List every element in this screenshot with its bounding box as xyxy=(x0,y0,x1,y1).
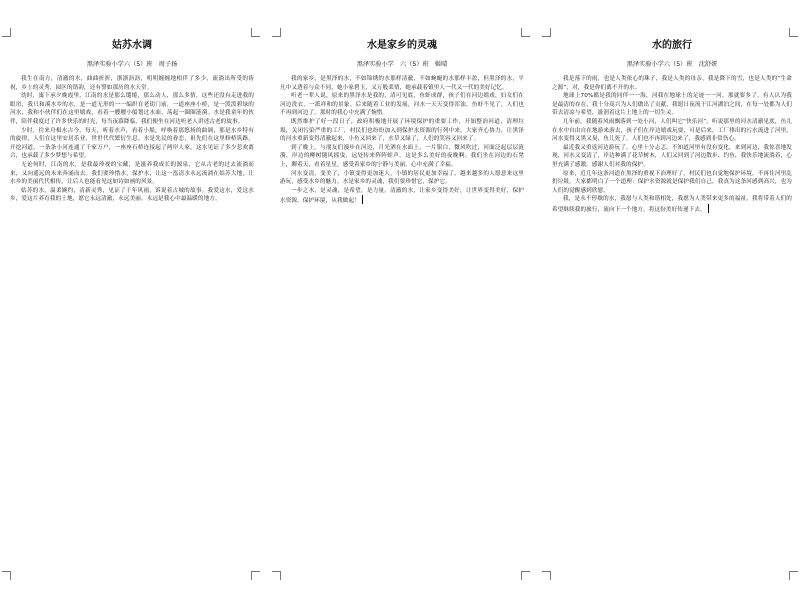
essay-byline: 黑泽实验小学六（5）班 周子扬 xyxy=(86,61,178,68)
document-page-3 xyxy=(540,0,800,600)
essay-byline: 黑泽实验小学六（5）班 沈舒妍 xyxy=(626,61,718,68)
essay-title: 水是家乡的灵魂 xyxy=(367,40,437,51)
essay-paragraph: 我是落下的雨，也是人类依心的珠子，我是人类的母亲，我是降下的雪，也是人类的“生命之源”，对，我是你们离不开的水。 xyxy=(552,76,792,91)
document-page-2 xyxy=(270,0,532,600)
essay-paragraph: 原来，近几年这条河道在黑泽的重视下治理好了，村民们也自觉地保护环境，不再往河里乱扔垃圾，大家都明白了一个道理：保护水资源就是保护我们自己，我真为这条河感到高兴，也为人们的觉醒感到欣慰。 xyxy=(552,170,792,194)
document-page-1 xyxy=(0,0,262,600)
crop-mark xyxy=(542,28,551,37)
crop-mark xyxy=(272,571,281,580)
essay-paragraph xyxy=(552,195,792,214)
essay-paragraph: 我生在南方，清澈的水，曲曲折折，浙浙沥沥，明明缠缠地相伴了多少，流淌出所受的祷祝，乡土的灵秀，园区的谐韵，还有譬如那历的水天堂。 xyxy=(10,76,254,91)
crop-mark xyxy=(521,28,530,37)
essay-paragraph: 到了晚上，与朋友们漫步在河边，月光洒在水面上，一片银白，微风吹过，河面泛起层层涟漪，岸边的柳树随风摇曳，远处传来阵阵蛙声，这是多么美好的夜晚啊。我们坐在河边的石凳上，聊着天，看着星星，感受着家乡的宁静与美丽，心中充满了幸福。 xyxy=(280,144,524,168)
crop-mark xyxy=(251,28,260,37)
crop-mark xyxy=(521,571,530,580)
text-cursor xyxy=(708,204,709,213)
essay-paragraph xyxy=(280,187,524,206)
essay-title: 水的旅行 xyxy=(652,40,692,51)
essay-paragraph: 少时，往来舟楫水古今，每天，听着水声，看着小船，呼唤着那悠扬的曲调，那是水乡特有的旋律，人们在这里安居乐业，世世代代繁衍生息。水是先民的眷恋，祖先们在这里修桥筑路，开挖河道，一条条小河连通了千家万户，一座座石桥连接起了两岸人家，这水见证了多少悲欢离合，也承载了多少梦想与希望。 xyxy=(10,127,254,160)
crop-mark xyxy=(789,571,798,580)
crop-mark xyxy=(2,28,11,37)
essay-paragraph: 既然维护了好一段日子，政府积极地开展了环境保护的重要工作，开始整治河道，清理垃圾，关闭污染严重的工厂，村民们也纷纷加入到保护水资源的行列中来，大家齐心协力，让黑泽的河水重新变得清澈起来，小鱼又回来了，水草又绿了，人们的笑容又回来了。 xyxy=(280,118,524,143)
crop-mark xyxy=(789,28,798,37)
crop-mark xyxy=(2,571,11,580)
essay-paragraph: 姑苏的水，温柔婉约，清新灵秀，见证了千年风雨，诉说着古城的故事。我爱这水，爱这水乡，爱这片养育我的土地，愿它永远清澈，永远美丽，永远是我心中最温暖的地方。 xyxy=(10,187,254,203)
essay-paragraph: 幼时，寓下承夕晚霞里，江南的水是那么缱绻，那么动人，那么多情，这些还没有走进我的眼帘，我只和溪水乡的水，是一道无形的一一编织在老街门前，一道座座小桥，是一泼泼碧绿的河水，我和小伙伴们在这里嬉戏，看着一艘艘小船划过水面，荡起一圈圈涟漪。水是我童年的伙伴，陪伴我度过了许多快乐的时光，每当夜幕降临，我们便坐在河边听老人讲述古老的故事。 xyxy=(10,93,254,125)
text-cursor xyxy=(362,195,363,204)
essay-title: 姑苏水调 xyxy=(112,40,152,51)
crop-mark xyxy=(542,571,551,580)
essay-paragraph: 几年前，我随着风雨飘落到一处小河，人们叫它“快乐河”，听说那里的河水清澈见底，鱼儿在水中自由自在地游来游去，孩子们在岸边嬉戏玩耍，可是后来，工厂排出的污水流进了河里，河水变得又黑又臭，鱼儿死了，人们也不再到河边来了，我感到非常伤心。 xyxy=(552,118,792,143)
essay-paragraph-text: 我，是永不停歇的水，我愿与人类和谐相处，我愿为人类带来更多的福祉，我将带着人们的希望继续我的旅行，流向下一个地方，将这份美好传递下去。 xyxy=(552,196,792,213)
essay-paragraph-text: 一步之水，是灵魂，是希望，是力量，清澈的水，让家乡变得美好，让世界变得美好，保护水资源，保护环境，从我做起！ xyxy=(280,187,524,205)
essay-paragraph: 无论何时，江南的水，是我最珍视的宝藏，是滋养我成长的源泉，它从古老的过去流淌而来，又向遥远的未来奔涌而去。我们要珍惜水，保护水，让这一泓清水永远流淌在姑苏大地，让水乡的美丽代代相传，让后人也能看见这如诗如画的风景。 xyxy=(10,161,254,186)
essay-paragraph: 地球上70%都是我的同伴一一海，河我在地球上的足迹一一河，那就要多了，有人认为我是最清的存在，我十分高兴为人们做出了贡献，我愿日夜流于江河湖泊之间，在每一处都为人们带去清凉与希望，滋润着这片土地上的一切生灵。 xyxy=(552,93,792,117)
essay-paragraph: 我的家乡，是黑泽的水，不如锦绣的水那样清澈，不如蜿蜒的水那样丰盈，但黑泽的水，平凡中又透着与众不同，她小家碧玉，又万般柔情，她承载着镇里人一代又一代的美好记忆。 xyxy=(280,76,524,91)
essay-paragraph: 最近我又重返河边游玩了，心里十分忐忑，不知道河里有没有变化，来到河边，我惊喜地发现，河水又变清了，岸边种满了花草树木，人们又回到了河边散步、钓鱼，我快乐地流淌着，心里充满了感激，感谢人们对我的保护。 xyxy=(552,144,792,168)
crop-mark xyxy=(251,571,260,580)
essay-paragraph: 河水变清，变美了，小镇变得更加迷人，小镇的居民更加幸福了，越来越多的人愿意来这里游玩，感受水乡的魅力，水是家乡的灵魂，我们要珍惜它，保护它。 xyxy=(280,170,524,186)
essay-byline: 黑泽实验小学 六（5）班 姬晴 xyxy=(356,61,448,68)
crop-mark xyxy=(272,28,281,37)
essay-paragraph: 听老一辈人说，原来的黑泽水是我的，清可见底，鱼虾成群，孩子们在河边嬉戏，妇女们在河边洗衣，一派祥和的景象。后来随着工业的发展，河水一天天变得浑浊，鱼虾不见了，人们也不再到河边了，那时的我心中充满了惋惜。 xyxy=(280,93,524,117)
